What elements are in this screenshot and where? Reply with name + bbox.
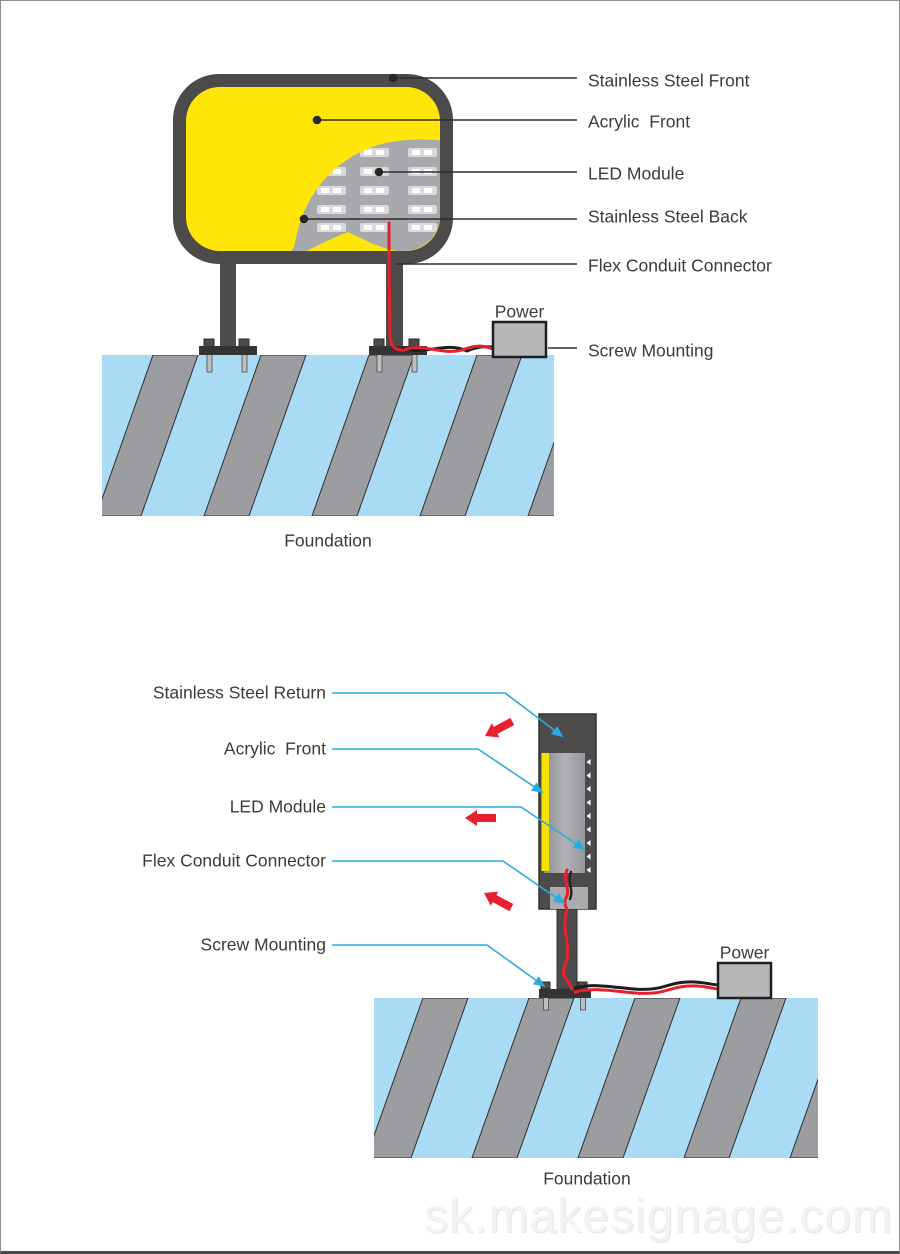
label-acrylic-front-top: Acrylic Front [588,111,691,132]
arrow-left-icon [465,810,496,826]
watermark: sk.makesignage.com [424,1190,893,1243]
power-box-front [493,322,546,357]
acrylic-strip [542,753,550,871]
direction-arrow-icons [465,714,516,914]
sign-cabinet-front [173,74,453,264]
label-led-module-top: LED Module [588,163,685,184]
side-cabinet [539,714,596,909]
label-screw-mounting-bottom: Screw Mounting [200,934,326,955]
label-stainless-steel-front: Stainless Steel Front [588,70,750,91]
label-screw-mounting-top: Screw Mounting [588,340,714,361]
side-view-svg [1,621,900,1221]
led-strip [586,754,593,872]
label-stainless-steel-return: Stainless Steel Return [152,682,326,703]
arrow-up-left-icon [481,714,516,743]
arrow-down-left-icon [480,886,515,915]
label-flex-conduit-top: Flex Conduit Connector [588,255,772,276]
label-acrylic-front-bottom: Acrylic Front [223,738,326,759]
label-led-module-bottom: LED Module [229,796,326,817]
foundation-front [1,355,630,516]
power-box-side [718,963,771,998]
label-foundation-bottom: Foundation [543,1168,631,1189]
label-power-bottom: Power [719,942,770,963]
label-foundation-top: Foundation [284,530,372,551]
label-stainless-steel-back: Stainless Steel Back [588,206,748,227]
foundation-side [366,998,892,1158]
sign-posts [199,259,427,355]
label-flex-conduit-bottom: Flex Conduit Connector [142,850,326,871]
front-view-svg [1,1,900,621]
label-power-top: Power [494,301,545,322]
